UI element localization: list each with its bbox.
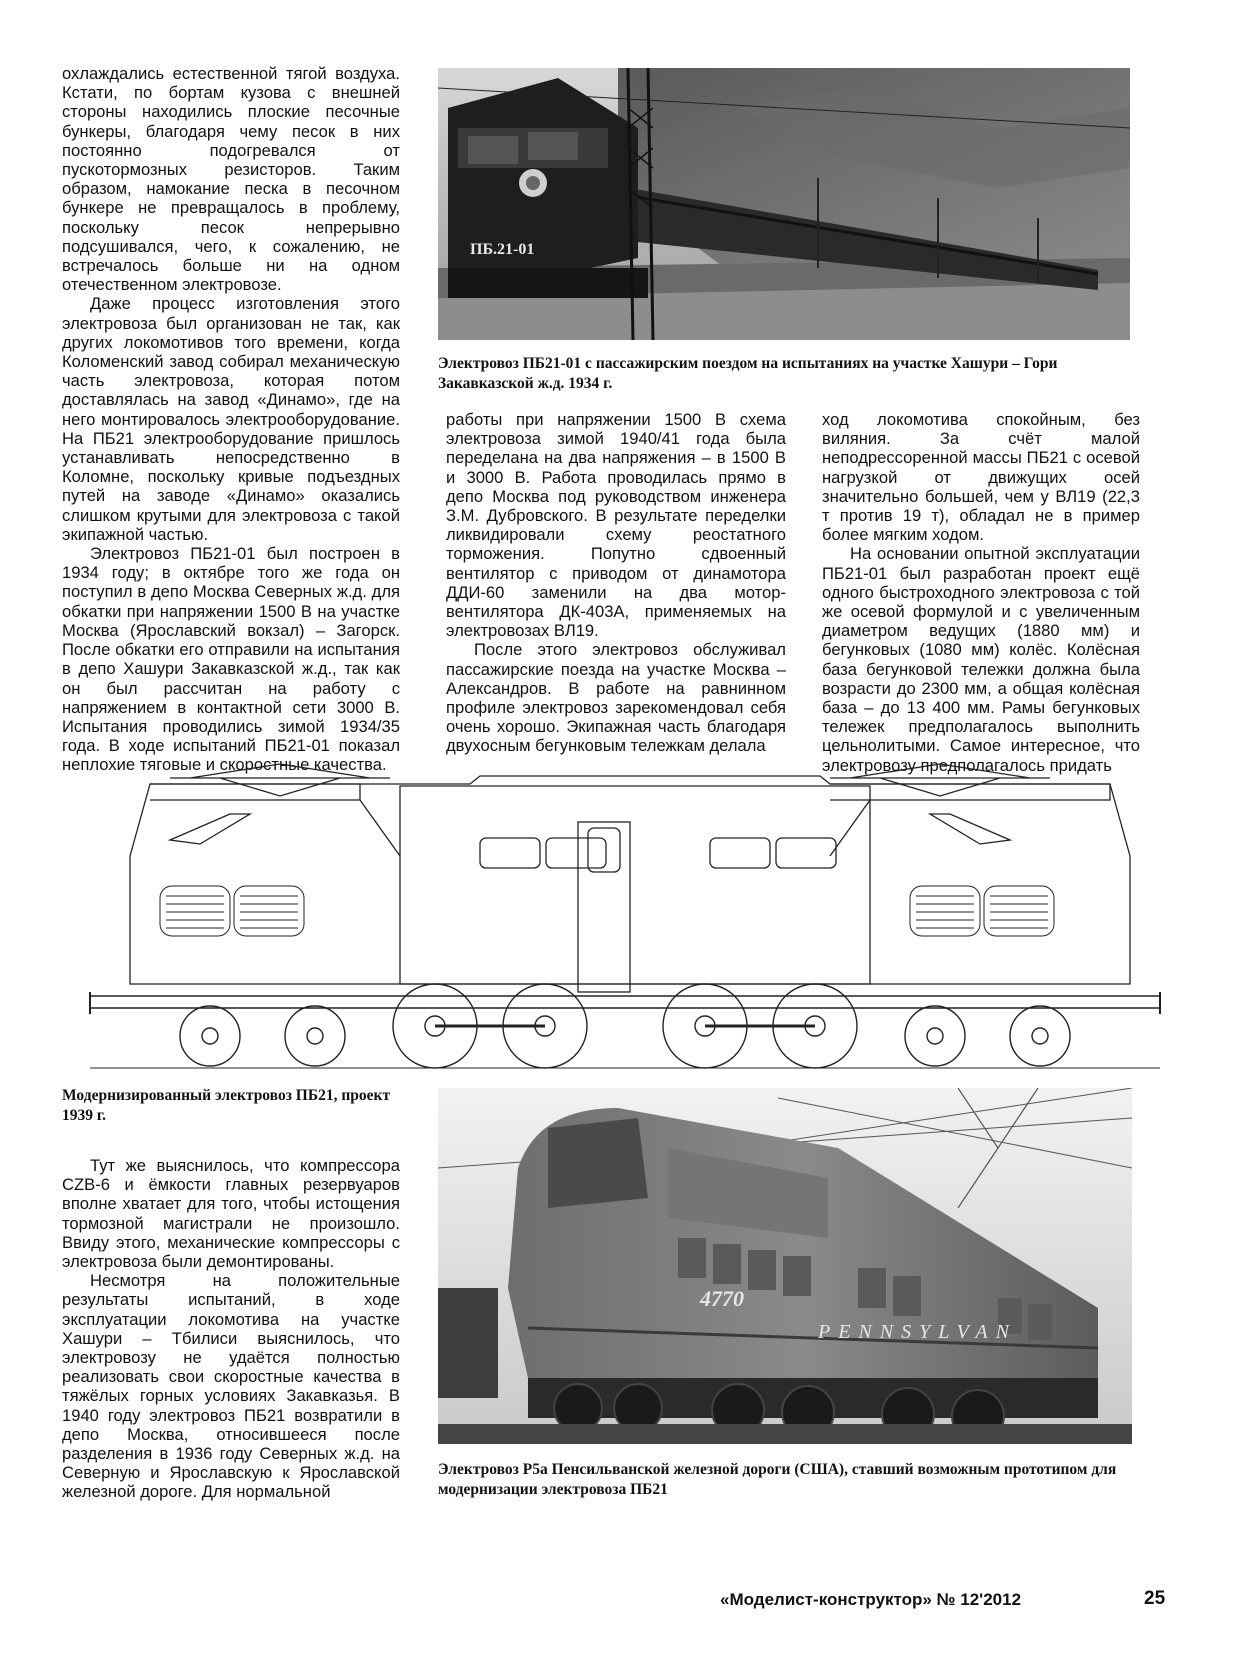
paragraph: На основании опытной эксплуатации ПБ21-01 был разработан проект ещё одного быстроходного электровоза с той же осевой формулой и с увеличенным диаметром ведущих (1880 мм) и бегунковых (1080 мм) колёс. Колёсная база бегунковой тележки должна была возрасти до 2300 мм, а общая колёсная база – до 13 400 мм. Рамы бегунковых тележек предполагалось выполнить цельнолитыми. Самое интересное, что электровозу предполагалось придать — [822, 544, 1140, 775]
railroad-lettering: PENNSYLVAN — [818, 1321, 1017, 1343]
photo-pb21-train — [438, 68, 1130, 340]
column-1-bottom — [62, 1156, 400, 1502]
photo-p5a-illustration — [438, 1088, 1132, 1444]
footer-magazine-title: «Моделист-конструктор» № 12'2012 — [720, 1590, 1022, 1609]
locomotive-plate: ПБ.21-01 — [470, 241, 535, 258]
paragraph: работы при напряжении 1500 В схема электровоза зимой 1940/41 года была переделана на два напряжения – в 1500 В и 3000 В. Работа проводилась прямо в депо Москва под руководством инженера З.М. Дубровского. В результате переделки ликвидировали схему реостатного торможения. Попутно сдвоенный вентилятор с приводом от динамотора ДДИ-60 заменили на два мотор-вентилятора ДК-403А, применяемых на электровозах ВЛ19. — [446, 410, 786, 641]
paragraph: Даже процесс изготовления этого электровоза был организован не так, как других локомотивов того времени, когда Коломенский завод собирал механическую часть электровоза, которая потом доставлялась на завод «Динамо», где на него монтировалось электрооборудование. На ПБ21 электрооборудование пришлось устанавливать непосредственно в Коломне, поскольку кривые подъездных путей на заводе «Динамо» оказались слишком крутыми для электровоза с такой экипажной частью. — [62, 294, 400, 544]
photo-pb21-illustration — [438, 68, 1130, 340]
paragraph: ход локомотива спокойным, без виляния. За счёт малой неподрессоренной массы ПБ21 с осевой нагрузкой от движущих осей значительно большей, чем у ВЛ19 (22,3 т против 19 т), обладал не в пример более мягким ходом. — [822, 410, 1140, 545]
column-1-top — [62, 64, 400, 775]
photo-caption-2: Электровоз P5a Пенсильванской железной дороги (США), ставший возможным прототипом для модернизации электровоза ПБ21 — [438, 1461, 1117, 1498]
paragraph: После этого электровоз обслуживал пассажирские поезда на участке Москва – Александров. В работе на равнинном профиле электровоз зарекомендовал себя очень хорошо. Экипажная часть благодаря двухосным бегунковым тележкам делала — [446, 640, 786, 756]
locomotive-number: 4770 — [700, 1286, 744, 1311]
page-number: 25 — [1144, 1588, 1166, 1609]
photo-caption-1: Электровоз ПБ21-01 с пассажирским поездом на испытаниях на участке Хашури – Гори Закавказской ж.д. 1934 г. — [438, 355, 1058, 392]
paragraph: охлаждались естественной тягой воздуха. Кстати, по бортам кузова с внешней стороны находились плоские песочные бункеры, благодаря чему песок в них постоянно подогревался от пускотормозных резисторов. Таким образом, намокание песка в песочном бункере не превращалось в проблему, поскольку песок непрерывно подсушивался, чего, к сожалению, не встречалось больше ни на одном отечественном электровозе. — [62, 64, 400, 295]
paragraph: Электровоз ПБ21-01 был построен в 1934 году; в октябре того же года он поступил в депо Москва Северных ж.д. для обкатки при напряжении 1500 В на участке Москва (Ярославский вокзал) – Загорск. После обкатки его отправили на испытания в депо Хашури Закавказской ж.д., так как он был рассчитан на работу с напряжением в контактной сети 3000 В. Испытания проводились зимой 1934/35 года. В ходе испытаний ПБ21-01 показал неплохие тяговые и скоростные качества. — [62, 544, 400, 775]
drawing-caption: Модернизированный электровоз ПБ21, проект 1939 г. — [62, 1087, 391, 1124]
photo-p5a-locomotive — [438, 1088, 1132, 1444]
technical-drawing — [70, 756, 1180, 1072]
column-2-top — [446, 410, 786, 756]
paragraph: Тут же выяснилось, что компрессора CZB-6 и ёмкости главных резервуаров вполне хватает для того, чтобы истощения тормозной магистрали не произошло. Ввиду этого, механические компрессоры с электровоза были демонтированы. — [62, 1156, 400, 1272]
paragraph: Несмотря на положительные результаты испытаний, в ходе эксплуатации локомотива на участке Хашури – Тбилиси выяснилось, что электровозу не удаётся полностью реализовать свои скоростные качества в тяжёлых горных условиях Закавказья. В 1940 году электровоз ПБ21 возвратили в депо Москва, относившееся после разделения в 1936 году Северных ж.д. на Северную и Ярославскую к Ярославской железной дороге. Для нормальной — [62, 1271, 400, 1502]
column-3-top — [822, 410, 1140, 775]
